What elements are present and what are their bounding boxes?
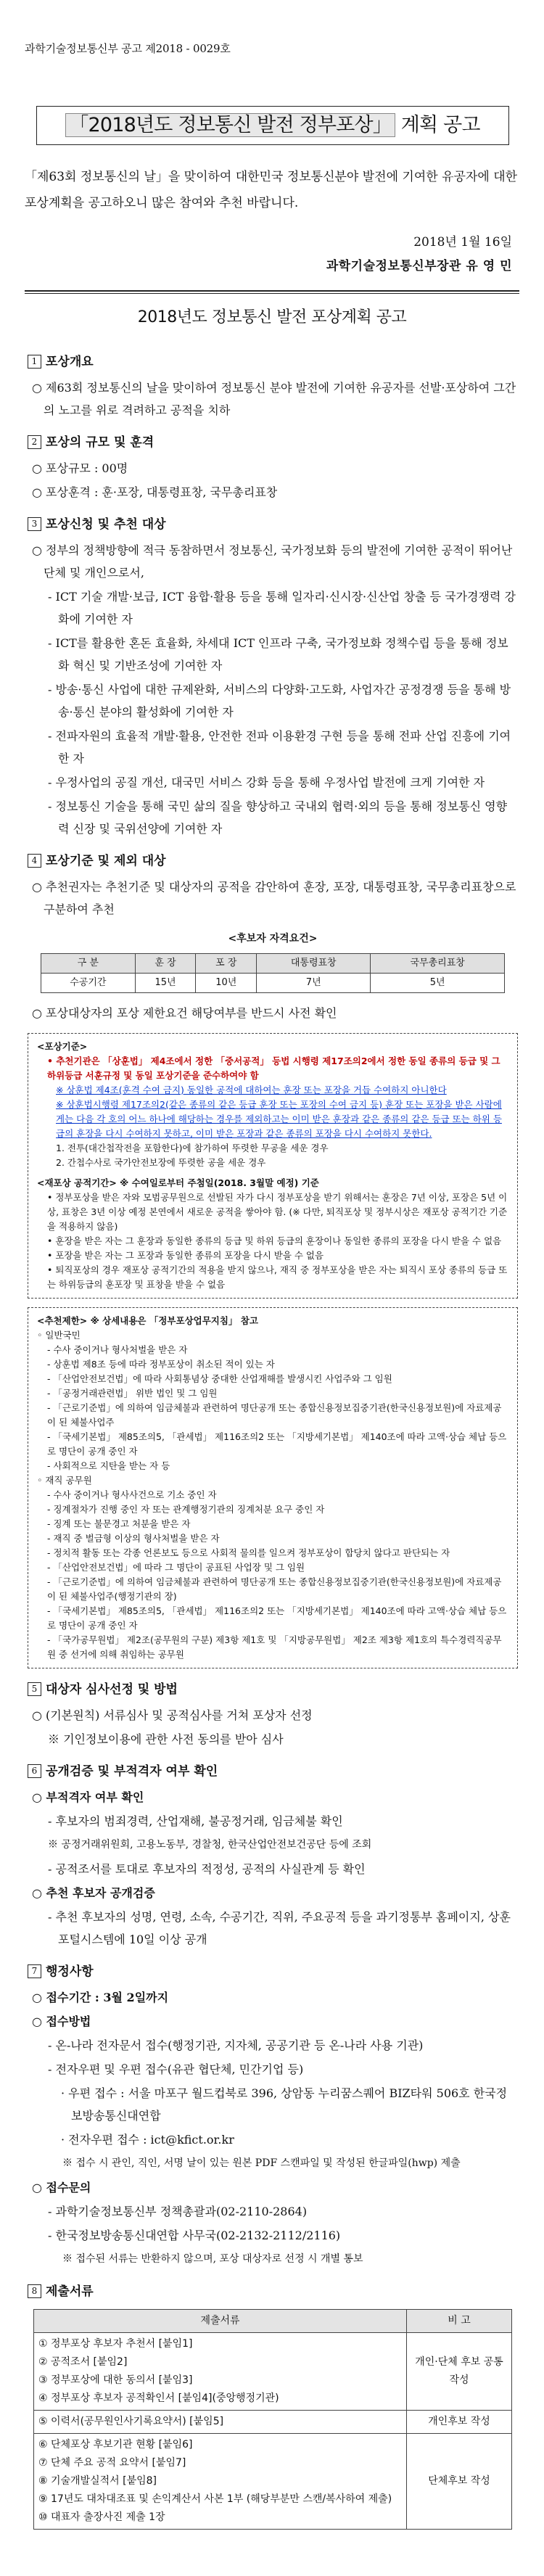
list-subitem: - 공적조서를 토대로 후보자의 적정성, 공적의 사실관계 등 확인 <box>48 1862 366 1876</box>
divider <box>25 290 519 292</box>
issuer: 과학기술정보통신부장관 유 영 민 <box>326 259 512 273</box>
table-cell: 15년 <box>135 974 196 993</box>
section-number: 8 <box>28 2284 41 2298</box>
section-title: 공개검증 및 부적격자 여부 확인 <box>46 1764 218 1779</box>
box-line: - 「국세기본법」 제85조의5, 「관세법」 제116조의2 또는 「지방세기본법」 제140조에 따라 고액·상습 체납 등으로 명단이 공개 중인 자 <box>47 1605 507 1631</box>
box-line: 1. 전투(대간첩작전을 포함한다)에 참가하여 뚜렷한 무공을 세운 경우 <box>56 1143 329 1153</box>
list-subitem: - 한국정보방송통신대연합 사무국(02-2132-2112/2116) <box>48 2229 341 2242</box>
plan-title: 2018년도 정보통신 발전 포상계획 공고 <box>137 308 407 326</box>
box-title: <포상기준> <box>37 1041 88 1052</box>
notice-number: 과학기술정보통신부 공고 제2018 - 0029호 <box>25 42 231 55</box>
subsection-heading: ○ 부적격자 여부 확인 <box>32 1790 144 1804</box>
table-header: 비 고 <box>407 2310 512 2333</box>
section-number: 6 <box>28 1764 41 1778</box>
section-title: 행정사항 <box>46 1964 94 1979</box>
box-line: - 사회적으로 지탄을 받는 자 등 <box>47 1460 170 1471</box>
list-subitem: - 우정사업의 공질 개선, 대국민 서비스 강화 등을 통해 우정사업 발전에 크게 기여한 자 <box>48 775 485 789</box>
box-line: ◦ 일반국민 <box>37 1330 81 1341</box>
table-title: <후보자 자격요건> <box>228 933 318 945</box>
box-line: - 수사 중이거나 형사처벌을 받은 자 <box>47 1344 188 1355</box>
list-item: ○ 포상훈격 : 훈·포장, 대통령표창, 국무총리표창 <box>32 485 278 499</box>
box-line: • 훈장을 받은 자는 그 훈장과 동일한 종류의 등급 및 하위 등급의 훈장이나 동일한 종류의 포장을 다시 받을 수 없음 <box>47 1235 502 1246</box>
box-line: ※ 상훈법시행령 제17조의2(같은 종류의 같은 등급 훈장 또는 포장의 수여 금지 등) 훈장 또는 포장을 받은 사람에게는 다음 각 호의 어느 하나에 해당하는 경우를 제외하고는 이미 받은 훈장과 같은 종류의 같은 등급 또는 하위 등급의 훈장을 다시 수여하지 못하고, 이미 받은 포장과 같은 종류의 포장을 다시 수여하지 못한다. <box>56 1099 502 1139</box>
table-row <box>34 2434 512 2530</box>
document-item: ⑤ 이력서(공무원인사기록요약서) [붙임5] <box>34 2411 407 2434</box>
main-content <box>28 341 518 2535</box>
section-number: 5 <box>28 1682 41 1696</box>
list-item: ○ 추천권자는 추천기준 및 대상자의 공적을 감안하여 훈장, 포장, 대통령표창, 국무총리표창으로 구분하여 추천 <box>32 880 516 916</box>
section-number: 2 <box>28 435 41 449</box>
section-admin <box>28 1961 518 2271</box>
section-title: 제출서류 <box>46 2284 94 2299</box>
document-item: ⑨ 17년도 대차대조표 및 손익계산서 사본 1부 (해당부분만 스캔/복사하여 제출) <box>38 2493 392 2505</box>
table-header: 훈 장 <box>135 954 196 974</box>
list-subitem: · 우편 접수 : 서울 마포구 월드컵북로 396, 상암동 누리꿈스퀘어 BIZ타워 506호 한국정보방송통신대연합 <box>61 2086 508 2123</box>
qualification-table <box>41 953 505 993</box>
box-line: ※ 상훈법 제4조(훈격 수여 금지) 동일한 공적에 대하여는 훈장 또는 포장을 거듭 수여하지 아니한다 <box>56 1085 447 1095</box>
table-cell: 수공기간 <box>41 974 136 993</box>
subsection-heading: ○ 접수기간 : 3월 2일까지 <box>32 1991 169 2004</box>
section-scale <box>28 432 518 503</box>
list-item: ○ (기본원칙) 서류심사 및 공적심사를 거쳐 포상자 선정 <box>32 1708 313 1722</box>
section-title: 포상의 규모 및 훈격 <box>46 435 154 450</box>
list-note: ※ 접수된 서류는 반환하지 않으며, 포상 대상자로 선정 시 개별 통보 <box>62 2253 363 2265</box>
table-header: 포 장 <box>196 954 257 974</box>
table-header: 대통령표창 <box>257 954 371 974</box>
list-item: ○ 정부의 정책방향에 적극 동참하면서 정보통신, 국가정보화 등의 발전에 기여한 공적이 뛰어난 단체 및 개인으로서, <box>32 543 513 580</box>
document-item: ⑩ 대표자 출장사진 제출 1장 <box>38 2511 165 2523</box>
box-title: <추천제한> ※ 상세내용은 「정부포상업무지침」 참고 <box>37 1315 258 1326</box>
subsection-heading: ○ 추천 후보자 공개검증 <box>32 1886 155 1900</box>
list-item: ○ 제63회 정보통신의 날을 맞이하여 정보통신 분야 발전에 기여한 유공자를 선발·포상하여 그간의 노고를 위로 격려하고 공적을 치하 <box>32 381 516 417</box>
document-item: ⑦ 단체 주요 공적 요약서 [붙임7] <box>38 2457 186 2469</box>
table-cell: 5년 <box>371 974 505 993</box>
section-number: 7 <box>28 1964 41 1978</box>
table-row <box>34 2333 512 2411</box>
list-item: ○ 포상규모 : 00명 <box>32 461 128 475</box>
title-highlight: 「2018년도 정보통신 발전 정부포상」 <box>65 113 395 137</box>
table-row <box>34 2411 512 2434</box>
document-item: ⑥ 단체포상 후보기관 현황 [붙임6] <box>38 2439 193 2451</box>
contact-email: · 전자우편 접수 : ict@kfict.or.kr <box>61 2133 234 2147</box>
section-overview <box>28 351 518 421</box>
section-selection <box>28 1679 518 1750</box>
subsection-heading: ○ 접수문의 <box>32 2181 91 2194</box>
title-suffix: 계획 공고 <box>400 114 480 136</box>
table-cell: 7년 <box>257 974 371 993</box>
box-line: - 「국세기본법」 제85조의5, 「관세법」 제116조의2 또는 「지방세기본법」 제140조에 따라 고액·상습 체납 등으로 명단이 공개 중인 자 <box>47 1431 507 1457</box>
list-note: ※ 접수 시 관인, 직인, 서명 날이 있는 원본 PDF 스캔파일 및 작성된 한글파일(hwp) 제출 <box>62 2157 461 2169</box>
award-criteria-box <box>28 1033 518 1299</box>
box-line: ◦ 재직 공무원 <box>37 1475 92 1486</box>
table-cell: 10년 <box>196 974 257 993</box>
list-subitem: - 방송·통신 사업에 대한 규제완화, 서비스의 다양화·고도화, 사업자간 공정경쟁 등을 통해 방송·통신 분야의 활성화에 기여한 자 <box>48 683 511 719</box>
section-number: 3 <box>28 517 41 531</box>
section-criteria <box>28 850 518 1668</box>
document-item: ② 공적조서 [붙임2] <box>38 2356 128 2368</box>
document-item: ① 정부포상 후보자 추천서 [붙임1] <box>38 2338 193 2350</box>
table-header: 구 분 <box>41 954 136 974</box>
list-item: ○ 포상대상자의 포상 제한요건 해당여부를 반드시 사전 확인 <box>32 1006 337 1020</box>
section-verification <box>28 1761 518 1951</box>
divider <box>25 293 519 294</box>
section-title: 포상신청 및 추천 대상 <box>46 517 166 532</box>
list-subitem: - 온-나라 전자문서 접수(행정기관, 지자체, 공공기관 등 온-나라 사용 기관) <box>48 2038 424 2052</box>
box-line: - 정치적 활동 또는 각종 언론보도 등으로 사회적 물의를 일으켜 정부포상이 합당치 않다고 판단되는 자 <box>47 1547 450 1558</box>
document-note: 개인·단체 후보 공통 작성 <box>407 2333 512 2411</box>
list-note: ※ 기인정보이용에 관한 사전 동의를 받아 심사 <box>48 1732 284 1746</box>
section-title: 포상개요 <box>46 355 94 369</box>
table-row <box>41 974 505 993</box>
box-line: - 「근로기준법」에 의하여 임금체불과 관련하여 명단공개 또는 종합신용정보집중기관(한국신용정보원)에 자료제공이 된 체불사업주 <box>47 1402 502 1428</box>
list-subitem: - 전자우편 및 우편 접수(유관 협단체, 민간기업 등) <box>48 2062 304 2076</box>
document-note: 단체후보 작성 <box>407 2434 512 2530</box>
box-line: - 상훈법 제8조 등에 따라 정부포상이 취소된 적이 있는 자 <box>47 1359 275 1370</box>
section-number: 4 <box>28 854 41 868</box>
list-subitem: - ICT 기술 개발·보급, ICT 융합·활용 등을 통해 일자리·신시장·신산업 창출 등 국가경쟁력 강화에 기여한 자 <box>48 590 516 626</box>
document-note: 개인후보 작성 <box>407 2411 512 2434</box>
notice-date: 2018년 1월 16일 <box>413 235 512 250</box>
box-line: - 징계 또는 불문경고 처분을 받은 자 <box>47 1518 191 1529</box>
recommendation-limit-box <box>28 1307 518 1668</box>
box-line: - 「산업안전보건법」에 따라 그 명단이 공표된 사업장 및 그 임원 <box>47 1562 305 1573</box>
document-item: ④ 정부포상 후보자 공적확인서 [붙임4](중앙행정기관) <box>38 2392 279 2404</box>
list-subitem: - ICT를 활용한 혼돈 효율화, 차세대 ICT 인프라 구축, 국가정보화 정책수립 등을 통해 정보화 혁신 및 기반조성에 기여한 자 <box>48 636 508 672</box>
section-documents <box>28 2281 518 2530</box>
box-line: - 「공정거래관련법」 위반 법인 및 그 임원 <box>47 1388 218 1399</box>
box-line: - 수사 중이거나 형사사건으로 기소 중인 자 <box>47 1489 217 1500</box>
box-line: - 재직 중 벌금형 이상의 형사처벌을 받은 자 <box>47 1533 220 1544</box>
box-line: - 징계절차가 진행 중인 자 또는 관계행정기관의 징계처분 요구 중인 자 <box>47 1504 325 1515</box>
list-subitem: - 과학기술정보통신부 정책총괄과(02-2110-2864) <box>48 2205 308 2218</box>
documents-table <box>33 2309 512 2530</box>
box-line: - 「근로기준법」에 의하여 임금체불과 관련하여 명단공개 또는 종합신용정보집중기관(한국신용정보원)에 자료제공이 된 체불사업주(행정기관의 장) <box>47 1576 502 1602</box>
list-subitem: - 추천 후보자의 성명, 연령, 소속, 수공기간, 직위, 주요공적 등을 과기정통부 홈페이지, 상훈포털시스템에 10일 이상 공개 <box>48 1910 511 1946</box>
list-note: ※ 공정거래위원회, 고용노동부, 경찰청, 한국산업안전보건공단 등에 조회 <box>48 1839 372 1851</box>
subsection-heading: ○ 접수방법 <box>32 2015 91 2028</box>
list-subitem: - 정보통신 기술을 통해 국민 삶의 질을 향상하고 국내외 협력·외의 등을 통해 정보통신 영향력 신장 및 국위선양에 기여한 자 <box>48 799 508 836</box>
box-line: • 퇴직포상의 경우 재포상 공적기간의 적용을 받지 않으나, 재직 중 정부포상을 받은 자는 퇴직시 포상 종류의 등급 또는 하위등급의 훈포장 및 표창을 받을 수 없음 <box>47 1264 508 1290</box>
box-line: • 추천기관은 「상훈법」 제4조에서 정한 「중서공적」 등법 시행령 제17조의2에서 정한 동일 종류의 등급 및 그 하위등급 서훈규정 및 동일 포상기준을 준수하여야 함 <box>47 1055 500 1081</box>
box-line: 2. 간첩수사로 국가안전보장에 뚜렷한 공을 세운 경우 <box>56 1157 266 1168</box>
list-subitem: - 전파자원의 효율적 개발·활용, 안전한 전파 이용환경 구현 등을 통해 전파 산업 진흥에 기여한 자 <box>48 729 511 765</box>
section-title: 포상기준 및 제외 대상 <box>46 854 166 868</box>
section-number: 1 <box>28 355 41 369</box>
list-subitem: - 후보자의 범죄경력, 산업재해, 불공정거래, 임금체불 확인 <box>48 1814 343 1828</box>
box-line: • 정부포상을 받은 자와 모범공무원으로 선발된 자가 다시 정부포상을 받기 위해서는 훈장은 7년 이상, 포장은 5년 이상, 표창은 3년 이상 예정 본연에서 새로운 공적을 쌓아야 함. (※ 다만, 퇴직포상 및 정부시상은 재포상 공적기간 기준을 적용하지 않음) <box>47 1192 508 1232</box>
notice-title <box>36 106 509 145</box>
section-eligibility <box>28 514 518 840</box>
intro-paragraph: 「제63회 정보통신의 날」을 맞이하여 대한민국 정보통신분야 발전에 기여한 유공자에 대한 포상계획을 공고하오니 많은 참여와 추천 바랍니다. <box>25 170 518 210</box>
table-header: 제출서류 <box>34 2310 407 2333</box>
box-line: • 포장을 받은 자는 그 포장과 동일한 종류의 포장을 다시 받을 수 없음 <box>47 1250 324 1261</box>
section-title: 대상자 심사선정 및 방법 <box>46 1682 178 1697</box>
document-item: ③ 정부포상에 대한 동의서 [붙임3] <box>38 2374 193 2386</box>
document-item: ⑧ 기술개발실적서 [붙임8] <box>38 2475 157 2487</box>
box-title: <재포상 공적기간> ※ 수여일로부터 주첨일(2018. 3월말 예정) 기준 <box>37 1177 319 1188</box>
box-line: - 「산업안전보건법」에 따라 사회통념상 중대한 산업재해를 발생시킨 사업주와 그 임원 <box>47 1373 392 1384</box>
box-line: - 「국가공무원법」 제2조(공무원의 구분) 제3항 제1호 및 「지방공무원법」 제2조 제3항 제1호의 특수경력직공무원 중 선거에 의해 취임하는 공무원 <box>47 1634 502 1660</box>
table-header: 국무총리표창 <box>371 954 505 974</box>
